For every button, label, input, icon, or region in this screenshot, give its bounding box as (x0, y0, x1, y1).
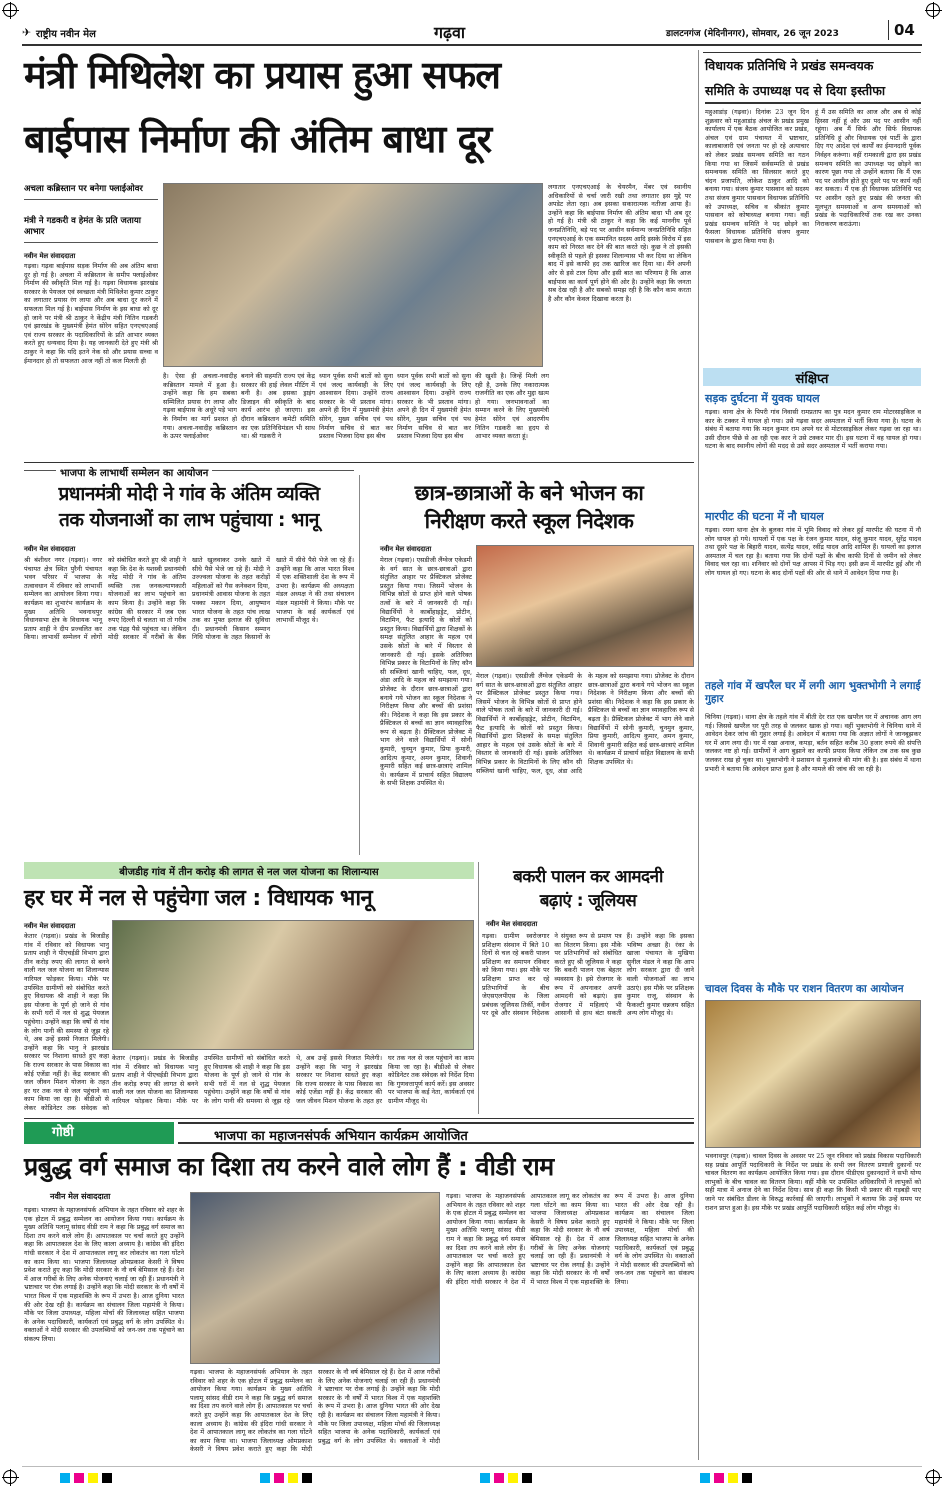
registration-mark (3, 3, 17, 17)
rule (24, 462, 694, 463)
lead-subhead-2: मंत्री ने गडकरी व हेमंत के प्रति जताया आभार (24, 216, 158, 243)
page-section-title: गढ़वा (434, 23, 466, 42)
column-divider (478, 862, 479, 1114)
bjp-byline: नवीन मेल संवाददाता (24, 545, 76, 553)
lead-column-5: लगातार एनएचएआई के चेयरमैन, मेंबर एवं स्थानीय अधिकारियों से चर्चा जारी रखी तथा लगातार इस मुद्दे पर अपडेट लेता रहा। अब इसका सकारात्मक नतीजा आया है। उन्होंने कहा कि बाईपास निर्माण की अंतिम बाधा भी अब दूर हो गई है। मंत्री श्री ठाकुर ने कहा कि कई माननीय पूर्व जनप्रतिनिधि, बड़े पद पर आसीन सर्वमान्य जनप्रतिनिधि सहित एनएचएआई के एक सम्मानित सदस्य आदि इसके विरोध में इस काम को निरस्त कर देने की बात करते रहे। कुछ ने तो इसकी स्वीकृति से पहले ही इसका शिलान्यास भी कर दिया था लेकिन बाद में इसे काफी हद तक खारिज कर दिया था। मैंने अपनी ओर से इसे टाल दिया और इसी बात का परिणाम है कि आज बाईपास का कार्य पूर्ण होने की ओर है। उन्होंने कहा कि जनता सब देख रही है और सबको समझ रही है कि कौन काम करता है और कौन केवल दिखावा करता है। (548, 183, 691, 303)
yellow-swatch (88, 1473, 98, 1483)
registration-mark (926, 3, 940, 17)
lead-byline: नवीन मेल संवाददाता (24, 252, 76, 260)
color-swatch-strip (60, 1473, 890, 1483)
magenta-swatch (714, 1473, 724, 1483)
cyan-swatch (60, 1473, 70, 1483)
lead-headline-line2: बाईपास निर्माण की अंतिम बाधा दूर (24, 117, 492, 161)
school-body-col2: मेराल (गढ़वा)। एसडीजी लैंग्वेज एकेडमी के वर्ग सात के छात्र-छात्राओं द्वारा संतुलित आहार पर प्रैक्टिकल प्रोजेक्ट प्रस्तुत किया गया। जिसमें भोजन के विभिन्न स्रोतों से प्राप्त होने वाले पोषक तत्वों के बारे में जानकारी दी गई। विद्यार्थियों ने कार्बोहाइड्रेट, प्रोटीन, विटामिन, फैट इत्यादि के स्रोतों को प्रस्तुत किया। विद्यार्थियों द्वारा शिक्षकों के समक्ष संतुलित आहार के महत्व एवं उसके स्रोतों के बारे में विस्तार से जानकारी दी गई। इसके अतिरिक्त विभिन्न प्रकार के विटामिनों के लिए कौन सी सब्जियां खानी चाहिए, फल, दूध, अंडा आदि के महत्व को समझाया गया। प्रोजेक्ट के दौरान छात्र-छात्राओं द्वारा बनाये गये भोजन का स्कूल निदेशक ने निरीक्षण किया और बच्चों की प्रशंसा की। निदेशक ने कहा कि इस प्रकार के प्रैक्टिकल से बच्चों का ज्ञान व्यावहारिक रूप से बढ़ता है। प्रैक्टिकल प्रोजेक्ट में भाग लेने वाले विद्यार्थियों में सोनी कुमारी, चुनमुन कुमार, प्रिया कुमारी, आदित्य कुमार, अमन कुमार, शिवानी कुमारी सहित कई छात्र-छात्राएं शामिल थे। कार्यक्रम में प्राचार्य सहित विद्यालय के सभी शिक्षक उपस्थित थे। (476, 672, 694, 775)
goat-headline-line2: बढ़ाएं : जूलियस (539, 891, 637, 911)
water-headline: हर घर में नल से पहुंचेगा जल : विधायक भानू (24, 886, 373, 911)
bjp-headline-line1: प्रधानमंत्री मोदी ने गांव के अंतिम व्यक्ति (58, 483, 320, 505)
magenta-swatch (494, 1473, 504, 1483)
lead-column-1: गढ़वा। गढ़वा बाईपास सड़क निर्माण की अब अंतिम बाधा दूर हो गई है। अचला में कब्रिस्तान के समीप फ्लाईओवर निर्माण की स्वीकृति मिल गई है। गढ़वा विधायक झारखंड सरकार के पेयजल एवं स्वच्छता मंत्री मिथिलेश कुमार ठाकुर का लगातार प्रयास रंग लाया और अब बाधा दूर करने में सफलता मिल गई है। बाईपास निर्माण के इस बाधा को दूर हो जाने पर मंत्री श्री ठाकुर ने केंद्रीय मंत्री नितिन गडकरी एवं झारखंड के मुख्यमंत्री हेमंत सोरेन सहित एनएचएआई एवं राज्य सरकार के पदाधिकारियों के प्रति आभार व्यक्त करते हुए धन्यवाद दिया है। यह जानकारी देते हुए मंत्री श्री ठाकुर ने कहा कि यदि इतने नेक सो और प्रयास सच्चा व ईमानदार हो तो सफलता आज नहीं तो कल मिलती ही (24, 262, 158, 365)
rule (703, 52, 921, 53)
black-swatch (742, 1473, 752, 1483)
seminar-headline: प्रबुद्ध वर्ग समाज का दिशा तय करने वाले लोग हैं : वीडी राम (24, 1152, 554, 1181)
rep-headline-line1: विधायक प्रतिनिधि ने प्रखंड समन्वयक (705, 58, 874, 73)
lead-column-4b: ध्यान पूर्वक सभी बातों को सुना एवं जल्द कार्यवाही के लिए आश्वासन दिया। उन्होंने राज्य सरकार के भी प्रस्ताव मांगा। अपने ही दिन में मुख्यमंत्री हेमंत सोरेन, मुख्य सचिव एवं पथ निर्माण सचिव से बात कर प्रस्ताव भिजवा दिया इस बीच (397, 372, 471, 441)
magenta-swatch (274, 1473, 284, 1483)
ration-distribution-photo (705, 1000, 921, 1148)
briefs-title: संक्षिप्त (795, 372, 829, 387)
brief3-headline: तहले गांव में खपरैल घर में लगी आग भुक्तभोगी ने लगाई गुहार (705, 680, 921, 705)
lead-column-4: ध्यान पूर्वक सभी बातों को सुना एवं जल्द कार्यवाही के लिए आश्वासन दिया। उन्होंने राज्य सरकार के भी प्रस्ताव मांगा। अपने ही दिन में मुख्यमंत्री हेमंत सोरेन, मुख्य सचिव एवं पथ निर्माण सचिव से बात कर प्रस्ताव भिजवा दिया इस बीच (319, 372, 393, 441)
yellow-swatch (288, 1473, 298, 1483)
rep-column-1: महुआडांड़ (गढ़वा)। दिनांक 23 जून दिन शुक्रवार को महुआडांड़ अंचल के प्रखंड प्रमुख कार्यालय में एक बैठक आयोजित कर प्रखंड, अंचल एवं ग्राम पंचायत में भ्रष्टाचार, कालाबाजारी एवं जनता पर हो रहे अत्याचार को लेकर प्रखंड समन्वय समिति का गठन किया गया था जिसमें सर्वसम्मति से प्रखंड समन्वयक समिति का सिलसार करते हुए चंदन प्रजापति, लोकेश ठाकुर आदि को बनाया गया। संजय कुमार पासवान को सदस्य तथा संजय कुमार पासवान विधायक प्रतिनिधि को उपाध्यक्ष, सचिव व श्रीकांत कुमार पासवान को कोषाध्यक्ष बनाया गया। वहीं प्रखंड समन्वय समिति ने पद छोड़ने का फैसला विधायक प्रतिनिधि संजय कुमार पासवान के द्वारा किया गया है। (705, 108, 809, 245)
lead-photo (163, 183, 543, 367)
column-divider (359, 475, 360, 855)
goat-headline-line1: बकरी पालन कर आमदनी (513, 867, 663, 887)
water-byline: नवीन मेल संवाददाता (24, 922, 76, 930)
magenta-swatch (74, 1473, 84, 1483)
seminar-body-col1: गढ़वा। भाजपा के महाजनसंपर्क अभियान के तहत रविवार को शहर के एक होटल में प्रबुद्ध सम्मेलन का आयोजन किया गया। कार्यक्रम के मुख्य अतिथि पलामू सांसद वीडी राम ने कहा कि प्रबुद्ध वर्ग समाज का दिशा तय करने वाले लोग हैं। आपातकाल पर चर्चा करते हुए उन्होंने कहा कि आपातकाल देश के लिए काला अध्याय है। कांग्रेस की इंदिरा गांधी सरकार ने देश में आपातकाल लागू कर लोकतंत्र का गला घोंटने का काम किया था। भाजपा जिलाध्यक्ष ओमप्रकाश केसरी ने विषय प्रवेश कराते हुए कहा कि मोदी सरकार के नौ वर्ष बेमिसाल रहे हैं। देश में आज गरीबों के लिए अनेक योजनाएं चलाई जा रही हैं। प्रधानमंत्री ने भ्रष्टाचार पर रोक लगाई है। उन्होंने कहा कि मोदी सरकार के नौ वर्षों में भारत विश्व में एक महाशक्ति के रूप में उभरा है। आज दुनिया भारत की ओर देख रही है। कार्यक्रम का संचालन जिला महामंत्री ने किया। मौके पर जिला उपाध्यक्ष, महिला मोर्चा की जिलाध्यक्ष सहित भाजपा के अनेक पदाधिकारी, कार्यकर्ता एवं प्रबुद्ध वर्ग के लोग उपस्थित थे। वक्ताओं ने मोदी सरकार की उपलब्धियों को जन-जन तक पहुंचाने का संकल्प लिया। (24, 1206, 184, 1343)
briefs-header (703, 368, 921, 386)
goat-byline: नवीन मेल संवाददाता (486, 920, 538, 928)
lead-column-3: बनाने की सहमति राज्य एवं केंद्र सरकार की हाई लेवल मीटिंग में बनी है। अब इसका ड्राइंग डिजाइन की स्वीकृति के बाद कार्य आरंभ हो जाएगा। इस दौरान कब्रिस्तान कमेटी समिति का एक प्रतिनिधिमंडल भी साथ था। श्री गडकरी ने (241, 372, 315, 441)
yellow-swatch (728, 1473, 738, 1483)
brief3-text: चिनिया (गढ़वा)। थाना क्षेत्र के तहले गांव में बीती देर रात एक खपरैल घर में अचानक आग लग गई। जिससे खपरैल घर पूरी तरह से जलकर खाक हो गया। वहीं भुक्तभोगी ने चिनिया थाने में आवेदन देकर जांच की गुहार लगाई है। आवेदन में बताया गया कि अज्ञात लोगों ने जानबूझकर घर में आग लगा दी। घर में रखा अनाज, कपड़ा, बर्तन सहित करीब 30 हजार रुपये की संपत्ति जलकर नष्ट हो गई। ग्रामीणों ने आग बुझाने का काफी प्रयास किया लेकिन तब तक सब कुछ जलकर राख हो चुका था। भुक्तभोगी ने प्रशासन से मुआवजे की मांग की है। इस संबंध में थाना प्रभारी ने बताया कि आवेदन प्राप्त हुआ है और मामले की जांच की जा रही है। (705, 713, 921, 773)
lead-column-6: की खुशी है। जिन्हें मिली लग रही है, उनके लिए नकारात्मक राजनीति का एक और मुद्दा खत्म हो गया। जनभावनाओं का सम्मान करने के लिए मुख्यमंत्री हेमंत सोरेन एवं आदरणीय नितिन गडकरी का हृदय से आभार व्यक्त करता हूं। (475, 372, 549, 441)
black-swatch (302, 1473, 312, 1483)
cyan-swatch (480, 1473, 490, 1483)
lead-column-2: है। ऐसा ही अचला-नवादीह कब्रिस्तान मामले में हुआ है। उन्होंने कहा कि हम सबका सम्मिलित प्रयास रंग लाया और गढ़वा बाईपास के अधूरे पड़े भाग के निर्माण का मार्ग प्रशस्त हो गया। अचला-नवादीह कब्रिस्तान के ऊपर फ्लाईओवर (163, 372, 237, 441)
school-headline-line1: छात्र-छात्राओं के बने भोजन का (414, 481, 644, 505)
bird-logo-icon: ✈ (22, 26, 32, 39)
divider (888, 20, 889, 40)
brief4-text: भवनाथपुर (गढ़वा)। चावल दिवस के अवसर पर 25 जून रविवार को प्रखंड विकास पदाधिकारी सह प्रखंड आपूर्ति पदाधिकारी के निर्देश पर प्रखंड के सभी जन वितरण प्रणाली दुकानों पर चावल वितरण का कार्यक्रम आयोजित किया गया। इस दौरान पीडीएस दुकानदारों ने सभी योग्य लाभुकों के बीच चावल का वितरण किया। वहीं मौके पर उपस्थित अधिकारियों ने लाभुकों को सही मात्रा में अनाज देने का निर्देश दिया। साथ ही कहा कि किसी भी प्रकार की गड़बड़ी पाए जाने पर संबंधित डीलर के विरुद्ध कार्रवाई की जाएगी। लाभुकों ने बताया कि उन्हें समय पर राशन प्राप्त हुआ है। इस मौके पर प्रखंड आपूर्ति पदाधिकारी सहित कई लोग मौजूद थे। (705, 1152, 921, 1212)
water-kicker-bar (24, 862, 474, 879)
brief2-headline: मारपीट की घटना में नौ घायल (705, 510, 824, 523)
bjp-body: श्री बंशीधर नगर (गढ़वा)। नगर पंचायत क्षेत्र स्थित पुरैनी पंचायत भवन परिसर में भाजपा के तत्वावधान में रविवार को लाभार्थी सम्मेलन का आयोजन किया गया। कार्यक्रम का शुभारंभ कार्यक्रम के मुख्य अतिथि भवनाथपुर विधानसभा क्षेत्र के विधायक भानू प्रताप शाही ने दीप प्रज्वलित कर किया। लाभार्थी सम्मेलन में लोगों को संबोधित करते हुए श्री शाही ने कहा कि देश के यशस्वी प्रधानमंत्री नरेंद्र मोदी ने गांव के अंतिम व्यक्ति तक जनकल्याणकारी योजनाओं का लाभ पहुंचाने का काम किया है। उन्होंने कहा कि कांग्रेस की सरकार में जब एक रुपए दिल्ली से चलता था तो गरीब तक पंद्रह पैसे पहुंचता था। लेकिन मोदी सरकार में गरीबों के बैंक खाते खुलवाकर उनके खाते में सीधे पैसे भेजे जा रहे हैं। मोदी ने उज्ज्वला योजना के तहत करोड़ों महिलाओं को गैस कनेक्शन दिया, प्रधानमंत्री आवास योजना के तहत पक्का मकान दिया, आयुष्मान भारत योजना के तहत पांच लाख तक का मुफ्त इलाज की सुविधा दी। प्रधानमंत्री किसान सम्मान निधि योजना के तहत किसानों के खाते में सीधे पैसे भेजे जा रहे हैं। उन्होंने कहा कि आज भारत विश्व में एक शक्तिशाली देश के रूप में उभरा है। कार्यक्रम की अध्यक्षता मंडल अध्यक्ष ने की तथा संचालन मंडल महामंत्री ने किया। मौके पर भाजपा के कई कार्यकर्ता एवं लाभार्थी मौजूद थे। (24, 556, 354, 642)
bottom-rule (22, 1466, 922, 1467)
school-headline-line2: निरीक्षण करते स्कूल निदेशक (424, 509, 634, 533)
brief1-headline: सड़क दुर्घटना में युवक घायल (705, 392, 820, 405)
black-swatch (522, 1473, 532, 1483)
page-number: 04 (894, 21, 915, 39)
seminar-kicker: भाजपा का महाजनसंपर्क अभियान कार्यक्रम आयोजित (214, 1129, 468, 1144)
water-body-col1: केतार (गढ़वा)। प्रखंड के बिजडीह गांव में रविवार को विधायक भानु प्रताप शाही ने पीएचईडी विभाग द्वारा तीन करोड़ रुपए की लागत से बनने वाली नल जल योजना का शिलान्यास नारियल फोड़कर किया। मौके पर उपस्थित ग्रामीणों को संबोधित करते हुए विधायक श्री शाही ने कहा कि इस योजना के पूर्ण हो जाने से गांव के सभी घरों में नल से शुद्ध पेयजल पहुंचेगा। उन्होंने कहा कि वर्षों से गांव के लोग पानी की समस्या से जूझ रहे थे, अब उन्हें इससे निजात मिलेगी। उन्होंने कहा कि भानु ने झारखंड सरकार पर निशाना साधते हुए कहा कि राज्य सरकार के पास विकास का कोई एजेंडा नहीं है। केंद्र सरकार की जल जीवन मिशन योजना के तहत हर घर तक नल से जल पहुंचाने का काम किया जा रहा है। बीडीओ से लेकर कोडिनेटर तक संवेदक को (24, 932, 109, 1112)
bjp-kicker: भाजपा के लाभार्थी सम्मेलन का आयोजन (56, 465, 212, 479)
dateline: डालटनगंज (मेदिनीनगर), सोमवार, 26 जून 2023 (666, 29, 839, 39)
water-photo (112, 920, 474, 1050)
brief4-headline: चावल दिवस के मौके पर राशन वितरण का आयोजन (705, 983, 904, 995)
black-swatch (102, 1473, 112, 1483)
cyan-swatch (700, 1473, 710, 1483)
goat-body: गढ़वा। ग्रामीण स्वरोजगार प्रशिक्षण संस्थान में बिते 10 दिनों से चल रहे बकरी पालन प्रशिक्षण का समापन रविवार को किया गया। इस मौके पर प्रशिक्षण प्राप्त कर रहे प्रतिभागियों के बीच जेएसएलपीएस के जिला प्रबंधक जूलियस तिर्की, नवीन पर दूबे और संस्थान निदेशक ने संयुक्त रूप से प्रमाण पत्र का वितरण किया। इस मौके पर प्रतिभागियों को संबोधित करते हुए श्री जूलियस ने कहा कि बकरी पालन एक बेहतर व्यवसाय है। इसे रोजगार के रूप में अपनाकर अपनी आमदनी को बढ़ाएं। इस रोजगार में महिलाएं भी आसानी से हाथ बंटा सकती हैं। उन्होंने कहा कि इसका भविष्य अच्छा है। रंका के खाजा पंचायत के मुखिया सुनील मंडल ने कहा कि आप लोग सरकार द्वारा दी जाने वाली योजनाओं का लाभ उठाएं। इस मौके पर प्रशिक्षक कुमार राजू, संस्थान के फैकल्टी कुमार धन्नजय सहित अन्य लोग मौजूद थे। (482, 932, 694, 1018)
brief2-text: गढ़वा। रमना थाना क्षेत्र के बुलका गांव में भूमि विवाद को लेकर हुई मारपीट की घटना में नौ लोग घायल हो गये। घायलों में एक पक्ष के रंजन कुमार यादव, संजू कुमार यादव, सुरेंद्र यादव तथा दूसरे पक्ष के बिहारी यादव, सत्येंद्र यादव, रवींद्र यादव आदि शामिल हैं। घायलों का इलाज अस्पताल में चल रहा है। बताया गया कि दोनों पक्षों के बीच काफी दिनों से जमीन को लेकर विवाद चल रहा था। शनिवार को दोनों पक्ष आपस में भिड़ गए। इसी क्रम में मारपीट हुई और नौ लोग घायल हो गए। घटना के बाद दोनों पक्षों की ओर से थाने में आवेदन दिया गया है। (705, 526, 921, 577)
registration-mark (926, 1470, 940, 1484)
paper-name: राष्ट्रीय नवीन मेल (36, 29, 96, 40)
seminar-kicker-band (178, 1122, 694, 1144)
water-kicker: बीजडीह गांव में तीन करोड़ की लागत से नल जल योजना का शिलान्यास (119, 867, 379, 878)
column-divider (698, 50, 699, 1460)
rep-headline-line2: समिति के उपाध्यक्ष पद से दिया इस्तीफा (705, 82, 921, 104)
masthead-rule (22, 44, 922, 46)
seminar-byline: नवीन मेल संवाददाता (50, 1192, 111, 1201)
rep-column-2: हूं मैं उस समिति का आज और अब से कोई हिस्सा नहीं हूं और उस पद पर आसीन नहीं रहूंगा। अब मैं सिर्फ और सिर्फ विधायक प्रतिनिधि हूं और विधायक एवं पार्टी के द्वारा दिए गए आदेश एवं कार्यों का ईमानदारी पूर्वक निर्वहन करूंगा। वहीं रामकाली द्वारा इस प्रखंड समन्वय समिति का उपाध्यक्ष पद छोड़ने का कारण पूछा गया तो उन्होंने बताया कि मैं एक पद पर आसीन होते हुए दूसरे पद पर कार्य नहीं कर सकता। मैं एक ही विधायक प्रतिनिधि पद पर आसीन रहते हुए प्रखंड की जनता की मूलभूत समस्याओं व अन्य समस्याओं को प्रखंड के पदाधिकारियों तक रख कर उनका निराकरण कराऊंगा। (815, 108, 921, 228)
school-photo (476, 545, 694, 667)
seminar-body-col2: गढ़वा। भाजपा के महाजनसंपर्क अभियान के तहत रविवार को शहर के एक होटल में प्रबुद्ध सम्मेलन का आयोजन किया गया। कार्यक्रम के मुख्य अतिथि पलामू सांसद वीडी राम ने कहा कि प्रबुद्ध वर्ग समाज का दिशा तय करने वाले लोग हैं। आपातकाल पर चर्चा करते हुए उन्होंने कहा कि आपातकाल देश के लिए काला अध्याय है। कांग्रेस की इंदिरा गांधी सरकार ने देश में आपातकाल लागू कर लोकतंत्र का गला घोंटने का काम किया था। भाजपा जिलाध्यक्ष ओमप्रकाश केसरी ने विषय प्रवेश कराते हुए कहा कि मोदी सरकार के नौ वर्ष बेमिसाल रहे हैं। देश में आज गरीबों के लिए अनेक योजनाएं चलाई जा रही हैं। प्रधानमंत्री ने भ्रष्टाचार पर रोक लगाई है। उन्होंने कहा कि मोदी सरकार के नौ वर्षों में भारत विश्व में एक महाशक्ति के रूप में उभरा है। आज दुनिया भारत की ओर देख रही है। कार्यक्रम का संचालन जिला महामंत्री ने किया। मौके पर जिला उपाध्यक्ष, महिला मोर्चा की जिलाध्यक्ष सहित भाजपा के अनेक पदाधिकारी, कार्यकर्ता एवं प्रबुद्ध वर्ग के लोग उपस्थित थे। वक्ताओं ने मोदी (190, 1368, 440, 1454)
cyan-swatch (260, 1473, 270, 1483)
water-body-col2: केतार (गढ़वा)। प्रखंड के बिजडीह गांव में रविवार को विधायक भानु प्रताप शाही ने पीएचईडी विभाग द्वारा तीन करोड़ रुपए की लागत से बनने वाली नल जल योजना का शिलान्यास नारियल फोड़कर किया। मौके पर उपस्थित ग्रामीणों को संबोधित करते हुए विधायक श्री शाही ने कहा कि इस योजना के पूर्ण हो जाने से गांव के सभी घरों में नल से शुद्ध पेयजल पहुंचेगा। उन्होंने कहा कि वर्षों से गांव के लोग पानी की समस्या से जूझ रहे थे, अब उन्हें इससे निजात मिलेगी। उन्होंने कहा कि भानु ने झारखंड सरकार पर निशाना साधते हुए कहा कि राज्य सरकार के पास विकास का कोई एजेंडा नहीं है। केंद्र सरकार की जल जीवन मिशन योजना के तहत हर घर तक नल से जल पहुंचाने का काम किया जा रहा है। बीडीओ से लेकर कोडिनेटर तक संवेदक को निर्देश दिया कि गुणवत्तापूर्ण कार्य करें। इस अवसर पर भाजपा के कई नेता, कार्यकर्ता एवं ग्रामीण मौजूद थे। (112, 1054, 474, 1105)
seminar-photo (190, 1192, 440, 1364)
yellow-swatch (508, 1473, 518, 1483)
brief1-text: गढ़वा। थाना क्षेत्र के पिपरी गांव निवासी रामप्रताप का पुत्र मदन कुमार राम मोटरसाइकिल व कार के टक्कर में घायल हो गया। उसे गढ़वा सदर अस्पताल में भर्ती किया गया है। घटना के संबंध में बताया गया कि मदन कुमार राम अपने घर से मोटरसाइकिल लेकर गढ़वा जा रहा था। उसी दौरान पीछे से आ रही एक कार ने उसे टक्कर मार दी। इस घटना में वह घायल हो गया। घटना के बाद स्थानीय लोगों की मदद से उसे सदर अस्पताल में भर्ती कराया गया। (705, 408, 921, 451)
school-body-col1: मेराल (गढ़वा)। एसडीजी लैंग्वेज एकेडमी के वर्ग सात के छात्र-छात्राओं द्वारा संतुलित आहार पर प्रैक्टिकल प्रोजेक्ट प्रस्तुत किया गया। जिसमें भोजन के विभिन्न स्रोतों से प्राप्त होने वाले पोषक तत्वों के बारे में जानकारी दी गई। विद्यार्थियों ने कार्बोहाइड्रेट, प्रोटीन, विटामिन, फैट इत्यादि के स्रोतों को प्रस्तुत किया। विद्यार्थियों द्वारा शिक्षकों के समक्ष संतुलित आहार के महत्व एवं उसके स्रोतों के बारे में विस्तार से जानकारी दी गई। इसके अतिरिक्त विभिन्न प्रकार के विटामिनों के लिए कौन सी सब्जियां खानी चाहिए, फल, दूध, अंडा आदि के महत्व को समझाया गया। प्रोजेक्ट के दौरान छात्र-छात्राओं द्वारा बनाये गये भोजन का स्कूल निदेशक ने निरीक्षण किया और बच्चों की प्रशंसा की। निदेशक ने कहा कि इस प्रकार के प्रैक्टिकल से बच्चों का ज्ञान व्यावहारिक रूप से बढ़ता है। प्रैक्टिकल प्रोजेक्ट में भाग लेने वाले विद्यार्थियों में सोनी कुमारी, चुनमुन कुमार, प्रिया कुमारी, आदित्य कुमार, अमन कुमार, शिवानी कुमारी सहित कई छात्र-छात्राएं शामिल थे। कार्यक्रम में प्राचार्य सहित विद्यालय के सभी शिक्षक उपस्थित थे। (380, 556, 472, 788)
lead-subhead-1: अचला कब्रिस्तान पर बनेगा फ्लाईओवर (24, 184, 158, 200)
school-byline: नवीन मेल संवाददाता (380, 545, 432, 553)
seminar-body-col3: गढ़वा। भाजपा के महाजनसंपर्क अभियान के तहत रविवार को शहर के एक होटल में प्रबुद्ध सम्मेलन का आयोजन किया गया। कार्यक्रम के मुख्य अतिथि पलामू सांसद वीडी राम ने कहा कि प्रबुद्ध वर्ग समाज का दिशा तय करने वाले लोग हैं। आपातकाल पर चर्चा करते हुए उन्होंने कहा कि आपातकाल देश के लिए काला अध्याय है। कांग्रेस की इंदिरा गांधी सरकार ने देश में आपातकाल लागू कर लोकतंत्र का गला घोंटने का काम किया था। भाजपा जिलाध्यक्ष ओमप्रकाश केसरी ने विषय प्रवेश कराते हुए कहा कि मोदी सरकार के नौ वर्ष बेमिसाल रहे हैं। देश में आज गरीबों के लिए अनेक योजनाएं चलाई जा रही हैं। प्रधानमंत्री ने भ्रष्टाचार पर रोक लगाई है। उन्होंने कहा कि मोदी सरकार के नौ वर्षों में भारत विश्व में एक महाशक्ति के रूप में उभरा है। आज दुनिया भारत की ओर देख रही है। कार्यक्रम का संचालन जिला महामंत्री ने किया। मौके पर जिला उपाध्यक्ष, महिला मोर्चा की जिलाध्यक्ष सहित भाजपा के अनेक पदाधिकारी, कार्यकर्ता एवं प्रबुद्ध वर्ग के लोग उपस्थित थे। वक्ताओं ने मोदी सरकार की उपलब्धियों को जन-जन तक पहुंचाने का संकल्प लिया। (446, 1192, 694, 1286)
lead-headline-line1: मंत्री मिथिलेश का प्रयास हुआ सफल (24, 53, 500, 97)
bjp-headline-line2: तक योजनाओं का लाभ पहुंचाया : भानू (59, 509, 319, 531)
masthead (22, 20, 922, 42)
rule (24, 1118, 694, 1119)
seminar-tag: गोष्ठी (24, 1122, 174, 1144)
registration-mark (3, 1470, 17, 1484)
